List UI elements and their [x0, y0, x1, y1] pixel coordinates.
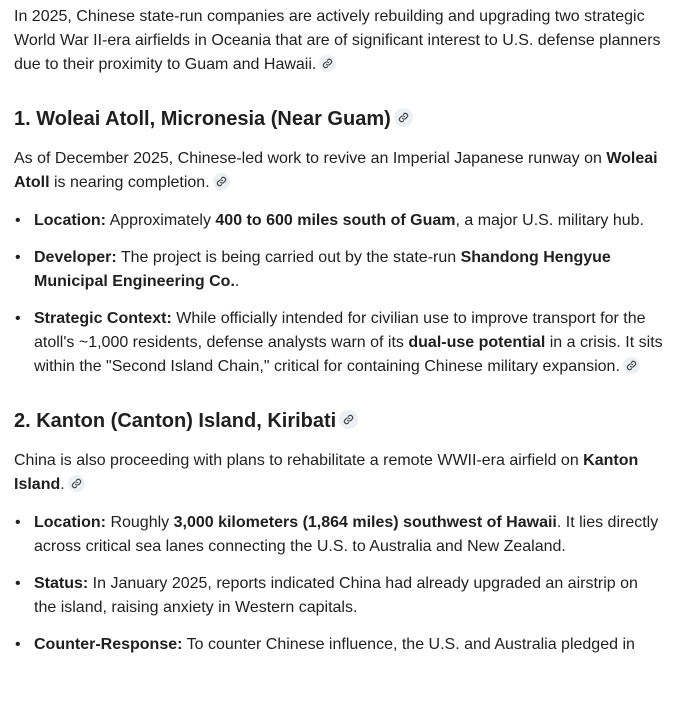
link-icon [343, 414, 354, 425]
kanton-lead-paragraph: China is also proceeding with plans to rehabilitate a remote WWII-era airfield on Kanton Island. [14, 452, 639, 493]
source-link-chip[interactable] [68, 475, 85, 492]
source-link-chip[interactable] [339, 410, 358, 429]
source-link-chip[interactable] [394, 108, 413, 127]
link-icon [322, 58, 333, 69]
link-icon [216, 176, 227, 187]
list-item: • Location: Roughly 3,000 kilometers (1,864 miles) southwest of Hawaii. It lies directly across critical sea lanes connecting the U.S. to Australia and New Zealand. [34, 511, 666, 559]
woleai-lead-paragraph: As of December 2025, Chinese-led work to revive an Imperial Japanese runway on Woleai Atoll is nearing completion. [14, 150, 658, 191]
source-link-chip[interactable] [623, 357, 640, 374]
source-link-chip[interactable] [319, 55, 336, 72]
link-icon [398, 112, 409, 123]
list-item: • Status: In January 2025, reports indicated China had already upgraded an airstrip on the island, raising anxiety in Western capitals. [34, 572, 666, 620]
list-item: • Counter-Response: To counter Chinese influence, the U.S. and Australia pledged in [34, 633, 666, 657]
list-item: • Strategic Context: While officially intended for civilian use to improve transport for the atoll's ~1,000 residents, defense analysts warn of its dual-use potential in a crisis. It sits within the "Second Island Chain," critical for containing Chinese military expansion. [34, 307, 666, 379]
kanton-bullet-list [14, 511, 666, 657]
intro-paragraph: In 2025, Chinese state-run companies are actively rebuilding and upgrading two strategic World War II-era airfields in Oceania that are of significant interest to U.S. defense planners due to their proximity to Guam and Hawaii. [14, 8, 661, 73]
section-heading-kanton: 2. Kanton (Canton) Island, Kiribati [14, 407, 666, 435]
woleai-bullet-list [14, 209, 666, 379]
link-icon [626, 360, 637, 371]
list-item: • Location: Approximately 400 to 600 miles south of Guam, a major U.S. military hub. [34, 209, 666, 233]
source-link-chip[interactable] [213, 173, 230, 190]
link-icon [71, 478, 82, 489]
list-item: • Developer: The project is being carried out by the state-run Shandong Hengyue Municipal Engineering Co.. [34, 246, 666, 294]
section-heading-woleai: 1. Woleai Atoll, Micronesia (Near Guam) [14, 105, 666, 133]
